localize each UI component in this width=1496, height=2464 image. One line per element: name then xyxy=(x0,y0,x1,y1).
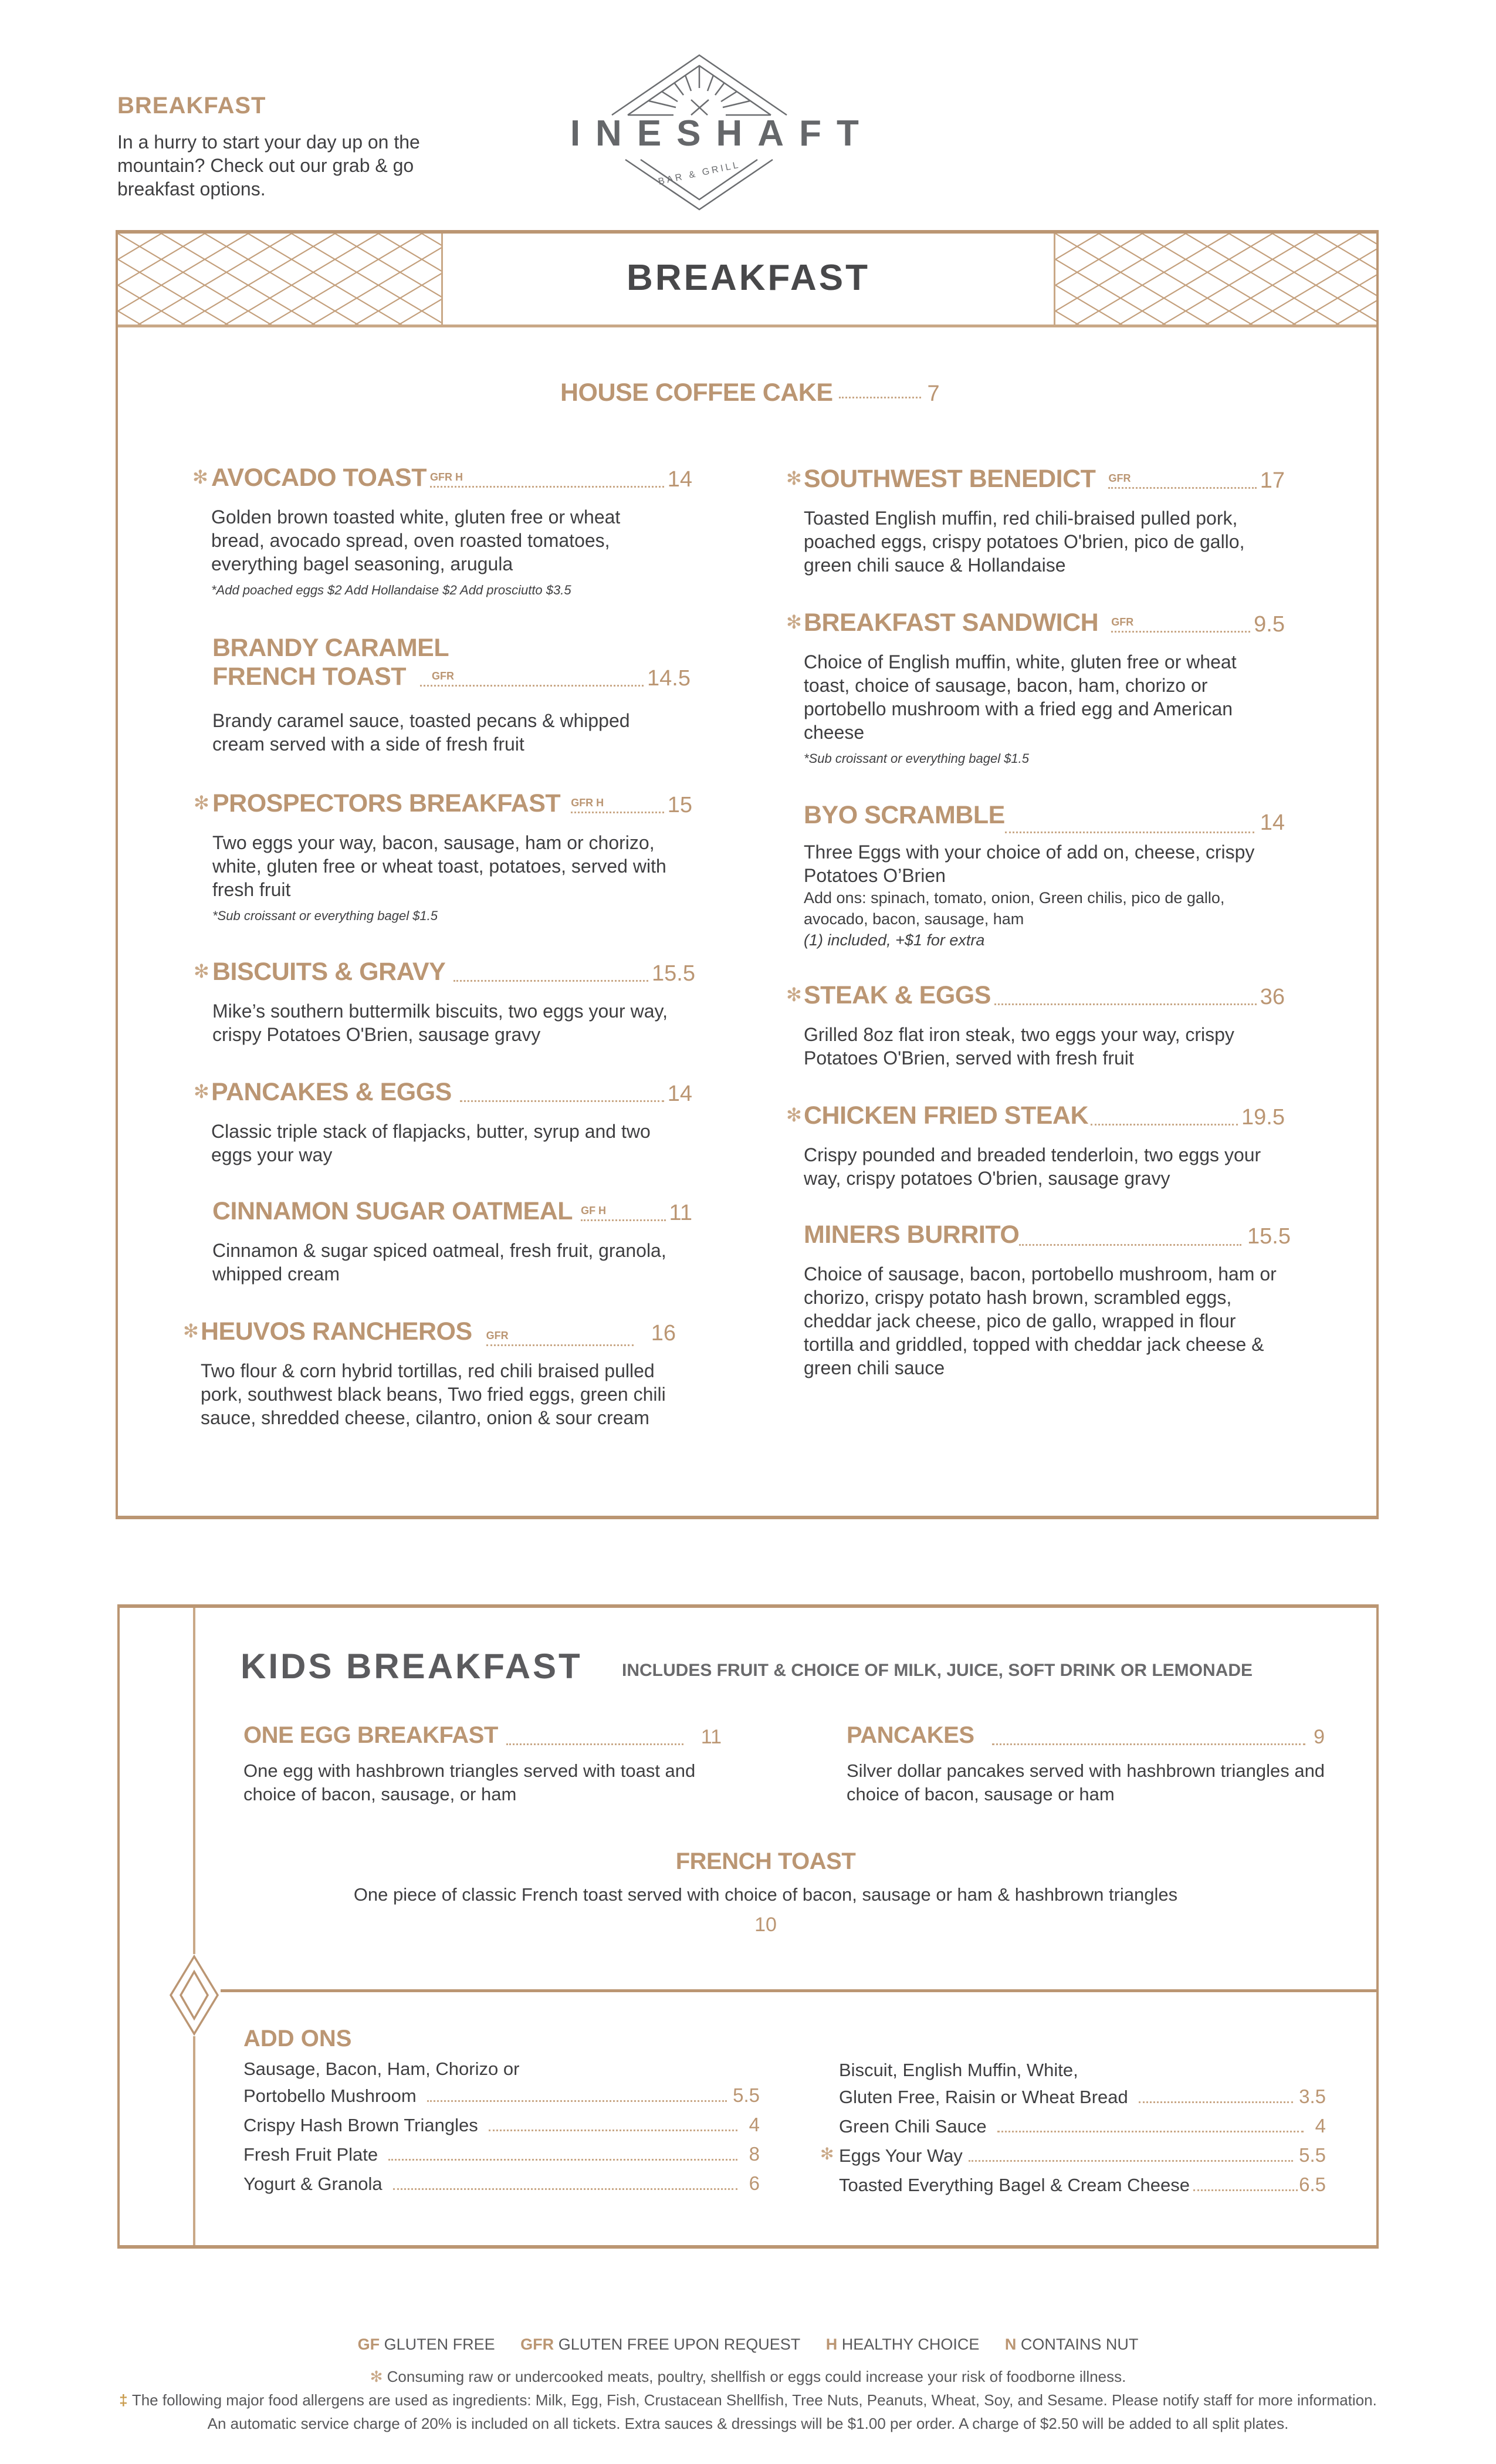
item-name: FRENCH TOAST xyxy=(675,1848,856,1874)
featured-item-name: HOUSE COFFEE CAKE xyxy=(560,378,833,407)
item-name-line2: FRENCH TOAST xyxy=(212,663,407,691)
raw-warning-icon: ✻ xyxy=(820,2145,834,2163)
item-name: CINNAMON SUGAR OATMEAL xyxy=(212,1197,573,1225)
addon-row xyxy=(839,2174,1326,2196)
kids-item xyxy=(243,1722,722,1806)
item-description: Golden brown toasted white, gluten free or wheat bread, avocado spread, oven roasted tomatoes, everything bagel seasoning, arugula xyxy=(211,506,621,574)
menu-item xyxy=(786,981,1285,1070)
item-addons: Add ons: spinach, tomato, onion, Green chilis, pico de gallo, avocado, bacon, sausage, ham xyxy=(804,889,1225,928)
item-tags: GFR H xyxy=(571,797,604,809)
dietary-legend xyxy=(0,2335,1496,2354)
raw-warning-icon: ✻ xyxy=(786,611,802,633)
intro-title: BREAKFAST xyxy=(117,93,266,119)
addon-label: Gluten Free, Raisin or Wheat Bread xyxy=(839,2087,1128,2107)
item-price: 14 xyxy=(667,467,692,492)
lattice-right-icon xyxy=(1055,234,1376,325)
raw-warning-text: Consuming raw or undercooked meats, poultry, shellfish or eggs could increase your risk of foodborne illness. xyxy=(387,2368,1126,2385)
addon-line1: Biscuit, English Muffin, White, xyxy=(839,2060,1078,2080)
addons-title: ADD ONS xyxy=(243,2026,352,2051)
raw-food-warning xyxy=(0,2368,1496,2386)
item-name: STEAK & EGGS xyxy=(804,981,991,1009)
item-description: Classic triple stack of flapjacks, butter, syrup and two eggs your way xyxy=(211,1121,651,1165)
addon-price: 8 xyxy=(749,2143,760,2165)
item-description: Choice of English muffin, white, gluten free or wheat toast, choice of sausage, bacon, ham, chorizo or portobello mushroom with a fried egg and American cheese xyxy=(804,651,1237,743)
allergen-text: The following major food allergens are used as ingredients: Milk, Egg, Fish, Crustacean Shellfish, Tree Nuts, Peanuts, Wheat, Soy, and Sesame. Please notify staff for more information. xyxy=(131,2391,1377,2409)
raw-warning-icon: ✻ xyxy=(786,1104,802,1125)
addon-row xyxy=(243,2172,760,2195)
addon-label: Crispy Hash Brown Triangles xyxy=(243,2115,478,2135)
lattice-left-icon xyxy=(118,234,441,325)
raw-warning-icon: ✻ xyxy=(194,792,209,813)
kids-item xyxy=(0,1848,1496,1936)
legend-label: HEALTHY CHOICE xyxy=(841,2335,980,2353)
item-name: CHICKEN FRIED STEAK xyxy=(804,1101,1089,1130)
menu-item xyxy=(786,465,1285,577)
breakfast-header xyxy=(118,234,1376,327)
item-description: One egg with hashbrown triangles served with toast and choice of bacon, sausage, or ham xyxy=(243,1760,696,1804)
item-tags: GF H xyxy=(581,1205,607,1216)
raw-warning-icon: ✻ xyxy=(183,1320,199,1341)
item-tags: GFR H xyxy=(429,471,463,483)
addon-label: Yogurt & Granola xyxy=(243,2174,383,2194)
item-price: 17 xyxy=(1260,468,1285,493)
lattice-pattern-left xyxy=(118,234,443,325)
legend-item xyxy=(826,2335,980,2353)
addon-label: Green Chili Sauce xyxy=(839,2116,987,2137)
item-price: 36 xyxy=(1260,985,1285,1009)
item-description: Brandy caramel sauce, toasted pecans & whipped cream served with a side of fresh fruit xyxy=(212,710,630,755)
menu-item xyxy=(183,1317,676,1429)
item-name: MINERS BURRITO xyxy=(804,1221,1020,1249)
item-price: 9.5 xyxy=(1254,612,1285,637)
item-name: BREAKFAST SANDWICH xyxy=(804,609,1099,637)
addon-label: Eggs Your Way xyxy=(839,2145,963,2166)
raw-warning-icon: ✻ xyxy=(194,961,209,982)
item-description: Cinnamon & sugar spiced oatmeal, fresh fruit, granola, whipped cream xyxy=(212,1240,666,1285)
featured-item-price: 7 xyxy=(927,381,940,406)
menu-item xyxy=(194,958,695,1046)
kids-subtitle: INCLUDES FRUIT & CHOICE OF MILK, JUICE, SOFT DRINK OR LEMONADE xyxy=(622,1661,1253,1680)
item-price: 15.5 xyxy=(1247,1224,1291,1249)
menu-item xyxy=(804,1221,1291,1380)
addon-row xyxy=(820,2144,1326,2166)
raw-warning-icon: ✻ xyxy=(786,984,802,1005)
legend-item xyxy=(520,2335,800,2353)
addon-price: 6 xyxy=(749,2172,760,2194)
item-price: 9 xyxy=(1314,1726,1325,1748)
item-name: PROSPECTORS BREAKFAST xyxy=(212,789,561,817)
service-charge-notice: An automatic service charge of 20% is included on all tickets. Extra sauces & dressings will be $1.00 per order. A charge of $2.50 will be added to all split plates. xyxy=(207,2415,1289,2432)
menu-item xyxy=(786,609,1285,768)
lattice-pattern-right xyxy=(1054,234,1376,325)
item-tags: GFR xyxy=(432,670,455,682)
item-description: Two eggs your way, bacon, sausage, ham or chorizo, white, gluten free or wheat toast, potatoes, served with fresh fruit xyxy=(212,832,666,900)
dot-leader xyxy=(839,397,921,398)
menu-item xyxy=(804,801,1285,951)
logo-emblem-icon xyxy=(557,35,968,223)
addon-row xyxy=(839,2086,1326,2108)
item-name: BISCUITS & GRAVY xyxy=(212,958,446,986)
intro-text: In a hurry to start your day up on the mountain? Check out our grab & go breakfast options. xyxy=(117,131,420,200)
item-price: 19.5 xyxy=(1241,1105,1285,1130)
item-description: Three Eggs with your choice of add on, cheese, crispy Potatoes O’Brien xyxy=(804,841,1255,886)
item-note: *Sub croissant or everything bagel $1.5 xyxy=(804,751,1030,766)
item-name: SOUTHWEST BENEDICT xyxy=(804,465,1096,493)
raw-warning-icon: ✻ xyxy=(786,468,802,489)
kids-item xyxy=(847,1722,1325,1806)
addon-price: 4 xyxy=(1315,2115,1326,2137)
item-price: 11 xyxy=(669,1201,692,1225)
legend-code: GF xyxy=(357,2335,380,2353)
menu-item xyxy=(194,789,692,925)
legend-item xyxy=(358,2335,495,2353)
item-description: Grilled 8oz flat iron steak, two eggs your way, crispy Potatoes O'Brien, served with fresh fruit xyxy=(804,1024,1234,1069)
allergen-icon: ‡ xyxy=(119,2391,132,2409)
legend-label: GLUTEN FREE UPON REQUEST xyxy=(558,2335,801,2353)
featured-item xyxy=(560,378,940,407)
addon-label: Toasted Everything Bagel & Cream Cheese xyxy=(839,2175,1190,2195)
legend-label: GLUTEN FREE xyxy=(384,2335,495,2353)
item-description: Silver dollar pancakes served with hashbrown triangles and choice of bacon, sausage or ham xyxy=(847,1760,1325,1804)
legend-item xyxy=(1005,2335,1139,2353)
diamond-ornament-icon xyxy=(168,1954,221,2036)
addon-price: 4 xyxy=(749,2114,760,2135)
legend-code: N xyxy=(1004,2335,1017,2353)
item-name: HEUVOS RANCHEROS xyxy=(201,1317,472,1346)
item-price: 15 xyxy=(667,793,692,817)
addon-row xyxy=(243,2143,760,2165)
item-tags: GFR xyxy=(486,1330,509,1341)
addon-label: Portobello Mushroom xyxy=(243,2086,417,2106)
legend-code: GFR xyxy=(520,2335,554,2353)
item-name: AVOCADO TOAST xyxy=(211,464,427,492)
logo-tagline: BAR & GRILL xyxy=(657,160,742,187)
legend-label: CONTAINS NUT xyxy=(1020,2335,1139,2353)
section-divider xyxy=(216,1989,1376,1992)
item-price: 14 xyxy=(667,1081,692,1106)
mineshaft-logo xyxy=(557,35,968,223)
item-description: One piece of classic French toast served with choice of bacon, sausage or ham & hashbrown triangles xyxy=(353,1884,1178,1905)
item-note: *Sub croissant or everything bagel $1.5 xyxy=(212,908,438,923)
addon-line1: Sausage, Bacon, Ham, Chorizo or xyxy=(243,2059,520,2079)
addon-row xyxy=(243,2084,760,2107)
item-tags: GFR xyxy=(1108,472,1131,484)
menu-item xyxy=(194,464,692,599)
item-name: BYO SCRAMBLE xyxy=(804,801,1005,829)
item-price: 16 xyxy=(651,1321,676,1346)
addon-price: 3.5 xyxy=(1299,2086,1326,2107)
allergen-notice xyxy=(0,2391,1496,2409)
menu-item xyxy=(212,634,691,756)
kids-title: KIDS BREAKFAST xyxy=(241,1647,583,1686)
item-description: Crispy pounded and breaded tenderloin, two eggs your way, crispy potatoes O'brien, sausage gravy xyxy=(804,1144,1261,1189)
item-price: 10 xyxy=(754,1914,777,1936)
item-description: Mike’s southern buttermilk biscuits, two eggs your way, crispy Potatoes O'Brien, sausage gravy xyxy=(212,1001,668,1045)
item-name: BRANDY CARAMEL xyxy=(212,634,449,662)
item-price: 11 xyxy=(700,1726,722,1748)
item-name: PANCAKES xyxy=(847,1722,974,1748)
addon-price: 5.5 xyxy=(1299,2144,1326,2166)
logo-wordmark: MINESHAFT xyxy=(557,113,874,154)
addon-row xyxy=(243,2114,760,2136)
raw-warning-icon: ✻ xyxy=(192,467,208,488)
item-price: 14 xyxy=(1260,810,1285,835)
breakfast-title: BREAKFAST xyxy=(627,258,870,298)
item-description: Choice of sausage, bacon, portobello mushroom, ham or chorizo, crispy potato hash brown, scrambled eggs, cheddar jack cheese, pico de gallo, wrapped in flour tortilla and griddled, topped with cheddar jack cheese & green chili sauce xyxy=(804,1263,1277,1378)
item-price: 15.5 xyxy=(652,961,695,986)
item-price: 14.5 xyxy=(647,666,691,691)
item-note: *Add poached eggs $2 Add Hollandaise $2 Add prosciutto $3.5 xyxy=(211,583,571,597)
item-note: (1) included, +$1 for extra xyxy=(804,931,985,949)
menu-item xyxy=(786,1101,1285,1190)
item-description: Toasted English muffin, red chili-braised pulled pork, poached eggs, crispy potatoes O'brien, pico de gallo, green chili sauce & Hollandaise xyxy=(804,508,1245,576)
raw-warning-icon: ✻ xyxy=(370,2368,387,2385)
addon-row xyxy=(839,2115,1326,2137)
menu-item xyxy=(194,1078,692,1167)
addon-price: 5.5 xyxy=(733,2084,760,2106)
item-tags: GFR xyxy=(1111,616,1134,628)
raw-warning-icon: ✻ xyxy=(194,1081,209,1102)
item-name: ONE EGG BREAKFAST xyxy=(243,1722,498,1748)
menu-item xyxy=(212,1197,692,1286)
addon-price: 6.5 xyxy=(1299,2174,1326,2195)
item-description: Two flour & corn hybrid tortillas, red chili braised pulled pork, southwest black beans, Two fried eggs, green chili sauce, shredded cheese, cilantro, onion & sour cream xyxy=(201,1360,666,1428)
addon-label: Fresh Fruit Plate xyxy=(243,2144,378,2165)
legend-code: H xyxy=(825,2335,838,2353)
item-name: PANCAKES & EGGS xyxy=(211,1078,452,1106)
